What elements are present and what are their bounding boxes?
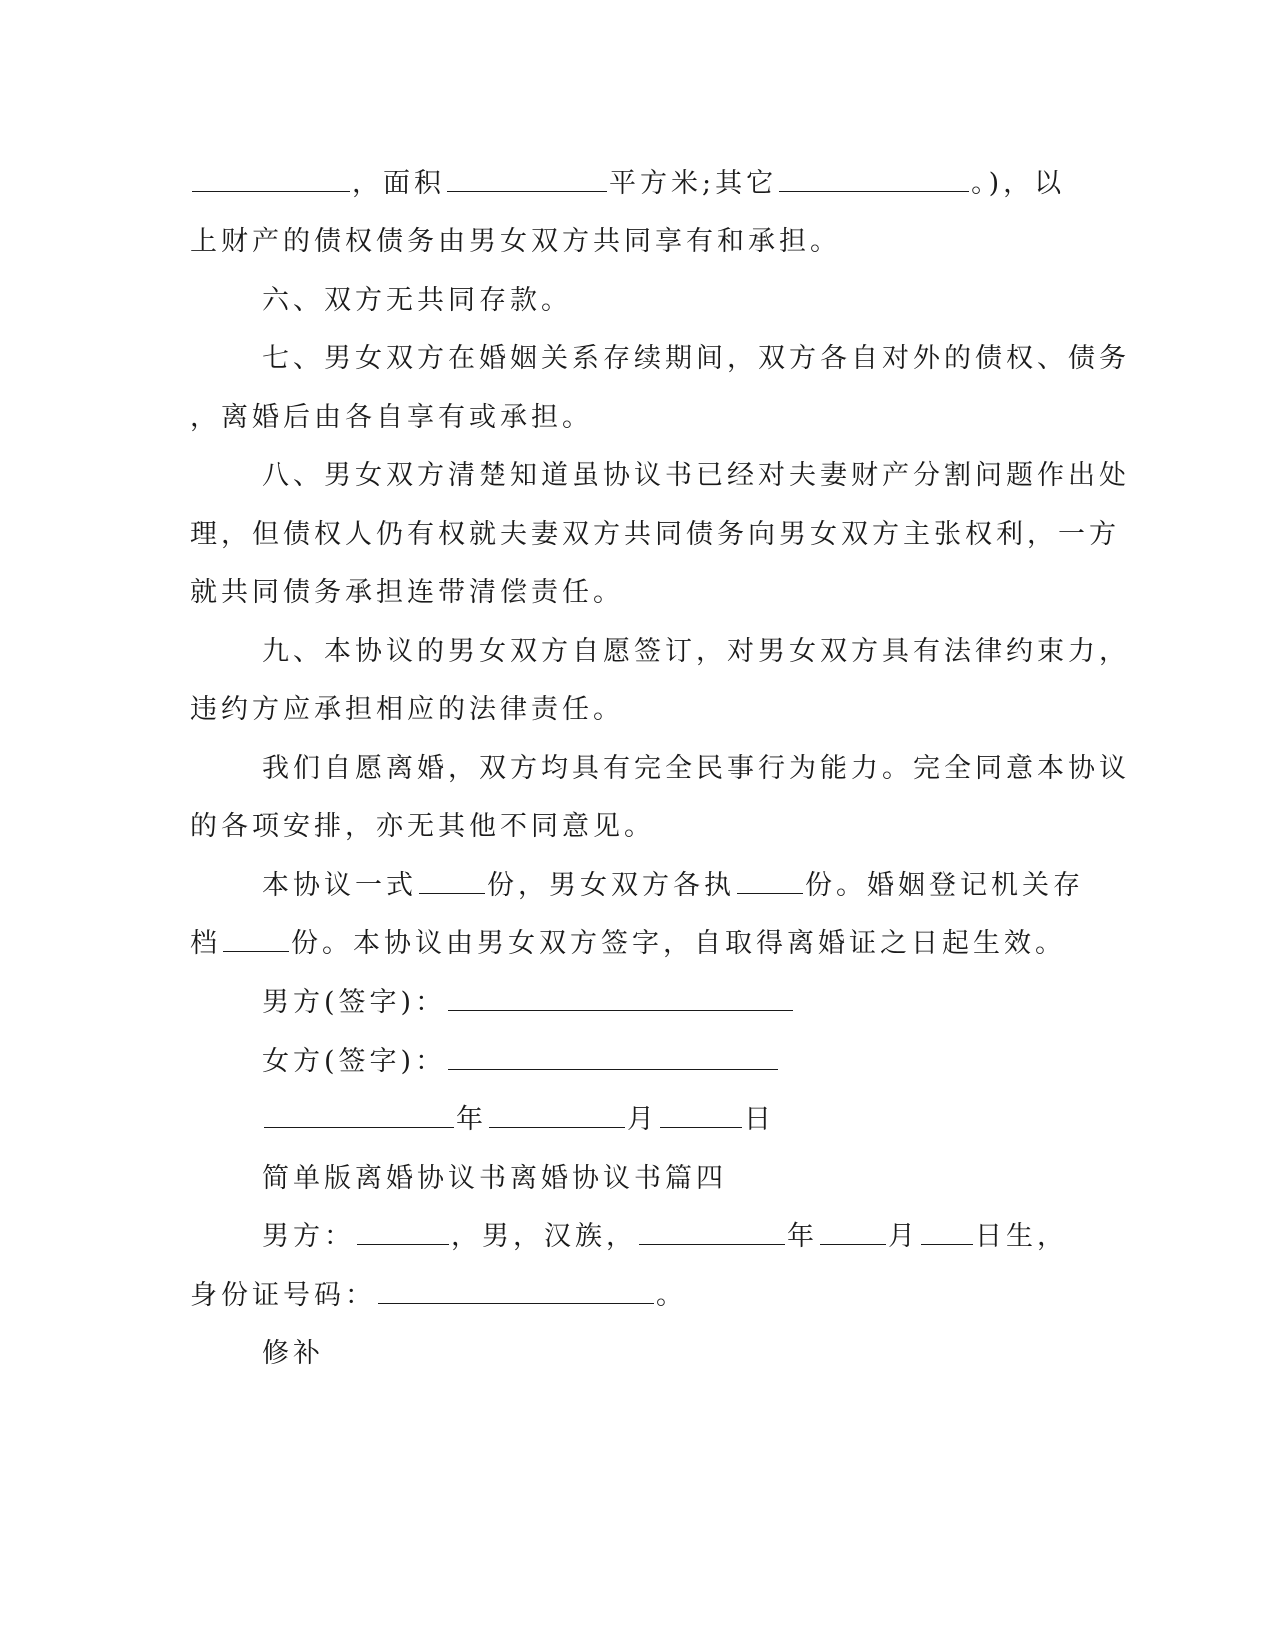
year-label: 年 xyxy=(456,1104,487,1135)
female-signature-line xyxy=(262,1044,780,1080)
clause-eight: 八、男女双方清楚知道虽协议书已经对夫妻财产分割问题作出处 xyxy=(262,460,1130,491)
paragraph-line: 的各项安排，亦无其他不同意见。 xyxy=(190,811,655,842)
text-segment: 份。本协议由男女双方签字，自取得离婚证之日起生效。 xyxy=(291,928,1066,959)
archive-blank xyxy=(223,927,289,952)
month-label: 月 xyxy=(627,1104,658,1135)
each-copies-blank xyxy=(737,869,803,894)
name-blank xyxy=(357,1220,449,1245)
male-signature-label: 男方(签字)： xyxy=(262,987,447,1018)
year-blank xyxy=(264,1103,454,1128)
day-blank xyxy=(660,1103,742,1128)
paragraph-line: ，离婚后由各自享有或承担。 xyxy=(190,402,593,433)
paragraph-line: 违约方应承担相应的法律责任。 xyxy=(190,694,624,725)
day-label: 日 xyxy=(744,1104,775,1135)
paragraph-line: 理，但债权人仍有权就夫妻双方共同债务向男女双方主张权利，一方 xyxy=(190,519,1120,550)
male-party-line xyxy=(262,1219,1068,1255)
birth-month-blank xyxy=(820,1220,886,1245)
male-signature-line xyxy=(262,985,795,1021)
male-signature-blank xyxy=(448,986,793,1011)
section-heading: 简单版离婚协议书离婚协议书篇四 xyxy=(262,1163,727,1194)
blank-field xyxy=(192,167,350,192)
text-segment: 份，男女双方各执 xyxy=(487,870,735,901)
other-blank xyxy=(779,167,969,192)
text-segment: ，男，汉族， xyxy=(451,1221,637,1252)
text-segment: 平方米;其它 xyxy=(609,168,778,199)
paragraph-line: 上财产的债权债务由男女双方共同享有和承担。 xyxy=(190,226,841,257)
property-line xyxy=(190,166,1065,202)
text-segment: 。)，以 xyxy=(971,168,1066,199)
id-number-blank xyxy=(378,1279,654,1304)
text-segment: ，面积 xyxy=(352,168,445,199)
month-blank xyxy=(489,1103,625,1128)
date-line xyxy=(262,1102,775,1138)
clause-nine: 九、本协议的男女双方自愿签订，对男女双方具有法律约束力， xyxy=(262,636,1130,667)
copies-blank xyxy=(419,869,485,894)
area-blank xyxy=(447,167,607,192)
paragraph-line: 修补 xyxy=(262,1338,324,1369)
birth-year-blank xyxy=(639,1220,785,1245)
birth-day-blank xyxy=(921,1220,973,1245)
text-segment: 档 xyxy=(190,928,221,959)
clause-six: 六、双方无共同存款。 xyxy=(262,285,572,316)
text-segment: 日生， xyxy=(975,1221,1068,1252)
text-segment: 月 xyxy=(888,1221,919,1252)
text-segment: 年 xyxy=(787,1221,818,1252)
copies-line xyxy=(262,868,1084,904)
paragraph-line: 就共同债务承担连带清偿责任。 xyxy=(190,577,624,608)
declaration-line: 我们自愿离婚，双方均具有完全民事行为能力。完全同意本协议 xyxy=(262,753,1130,784)
text-segment: 身份证号码： xyxy=(190,1280,376,1311)
archive-line xyxy=(190,926,1066,962)
text-segment: 男方： xyxy=(262,1221,355,1252)
female-signature-blank xyxy=(448,1045,778,1070)
text-segment: 。 xyxy=(656,1280,687,1311)
text-segment: 份。婚姻登记机关存 xyxy=(805,870,1084,901)
clause-seven: 七、男女双方在婚姻关系存续期间，双方各自对外的债权、债务 xyxy=(262,343,1130,374)
female-signature-label: 女方(签字)： xyxy=(262,1046,447,1077)
text-segment: 本协议一式 xyxy=(262,870,417,901)
id-number-line xyxy=(190,1278,687,1314)
